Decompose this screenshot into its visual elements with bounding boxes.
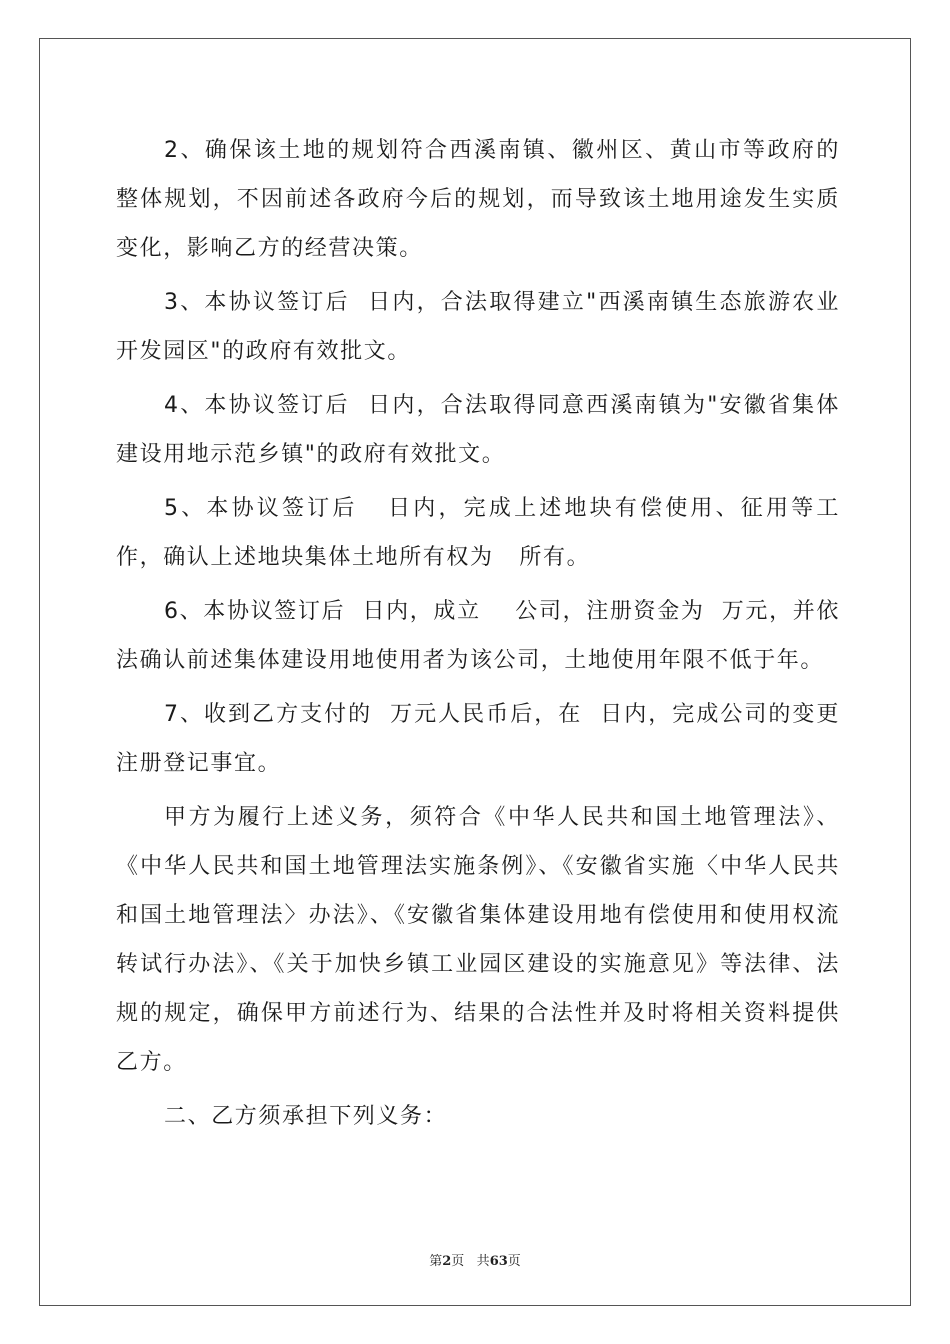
total-pages: 63 [489, 1254, 508, 1269]
page-suffix: 页 [451, 1254, 465, 1269]
paragraph-item-2: 2、确保该土地的规划符合西溪南镇、徽州区、黄山市等政府的整体规划，不因前述各政府今后的规划，而导致该土地用途发生实质变化，影响乙方的经营决策。 [116, 138, 840, 261]
document-body [116, 126, 840, 1146]
page-prefix: 第 [429, 1254, 443, 1269]
total-prefix: 共 [476, 1254, 490, 1269]
paragraph-item-6: 6、本协议签订后 日内，成立 公司，注册资金为 万元，并依法确认前述集体建设用地使用者为该公司，土地使用年限不低于年。 [116, 599, 840, 673]
page-number: 2 [442, 1254, 452, 1269]
paragraph-legal-basis: 甲方为履行上述义务，须符合《中华人民共和国土地管理法》、《中华人民共和国土地管理法实施条例》、《安徽省实施〈中华人民共和国土地管理法〉办法》、《安徽省集体建设用地有偿使用和使用权流转试行办法》、《关于加快乡镇工业园区建设的实施意见》等法律、法规的规定，确保甲方前述行为、结果的合法性并及时将相关资料提供乙方。 [116, 805, 840, 1075]
paragraph-item-7: 7、收到乙方支付的 万元人民币后，在 日内，完成公司的变更注册登记事宜。 [116, 702, 840, 776]
paragraph-item-5: 5、本协议签订后 日内，完成上述地块有偿使用、征用等工作，确认上述地块集体土地所有权为 所有。 [116, 496, 840, 570]
total-suffix: 页 [507, 1254, 521, 1269]
paragraph-item-3: 3、本协议签订后 日内，合法取得建立"西溪南镇生态旅游农业开发园区"的政府有效批文。 [116, 290, 840, 364]
section-heading-party-b: 二、乙方须承担下列义务： [164, 1104, 448, 1129]
paragraph-item-4: 4、本协议签订后 日内，合法取得同意西溪南镇为"安徽省集体建设用地示范乡镇"的政府有效批文。 [116, 393, 840, 467]
page-footer [0, 1250, 950, 1269]
